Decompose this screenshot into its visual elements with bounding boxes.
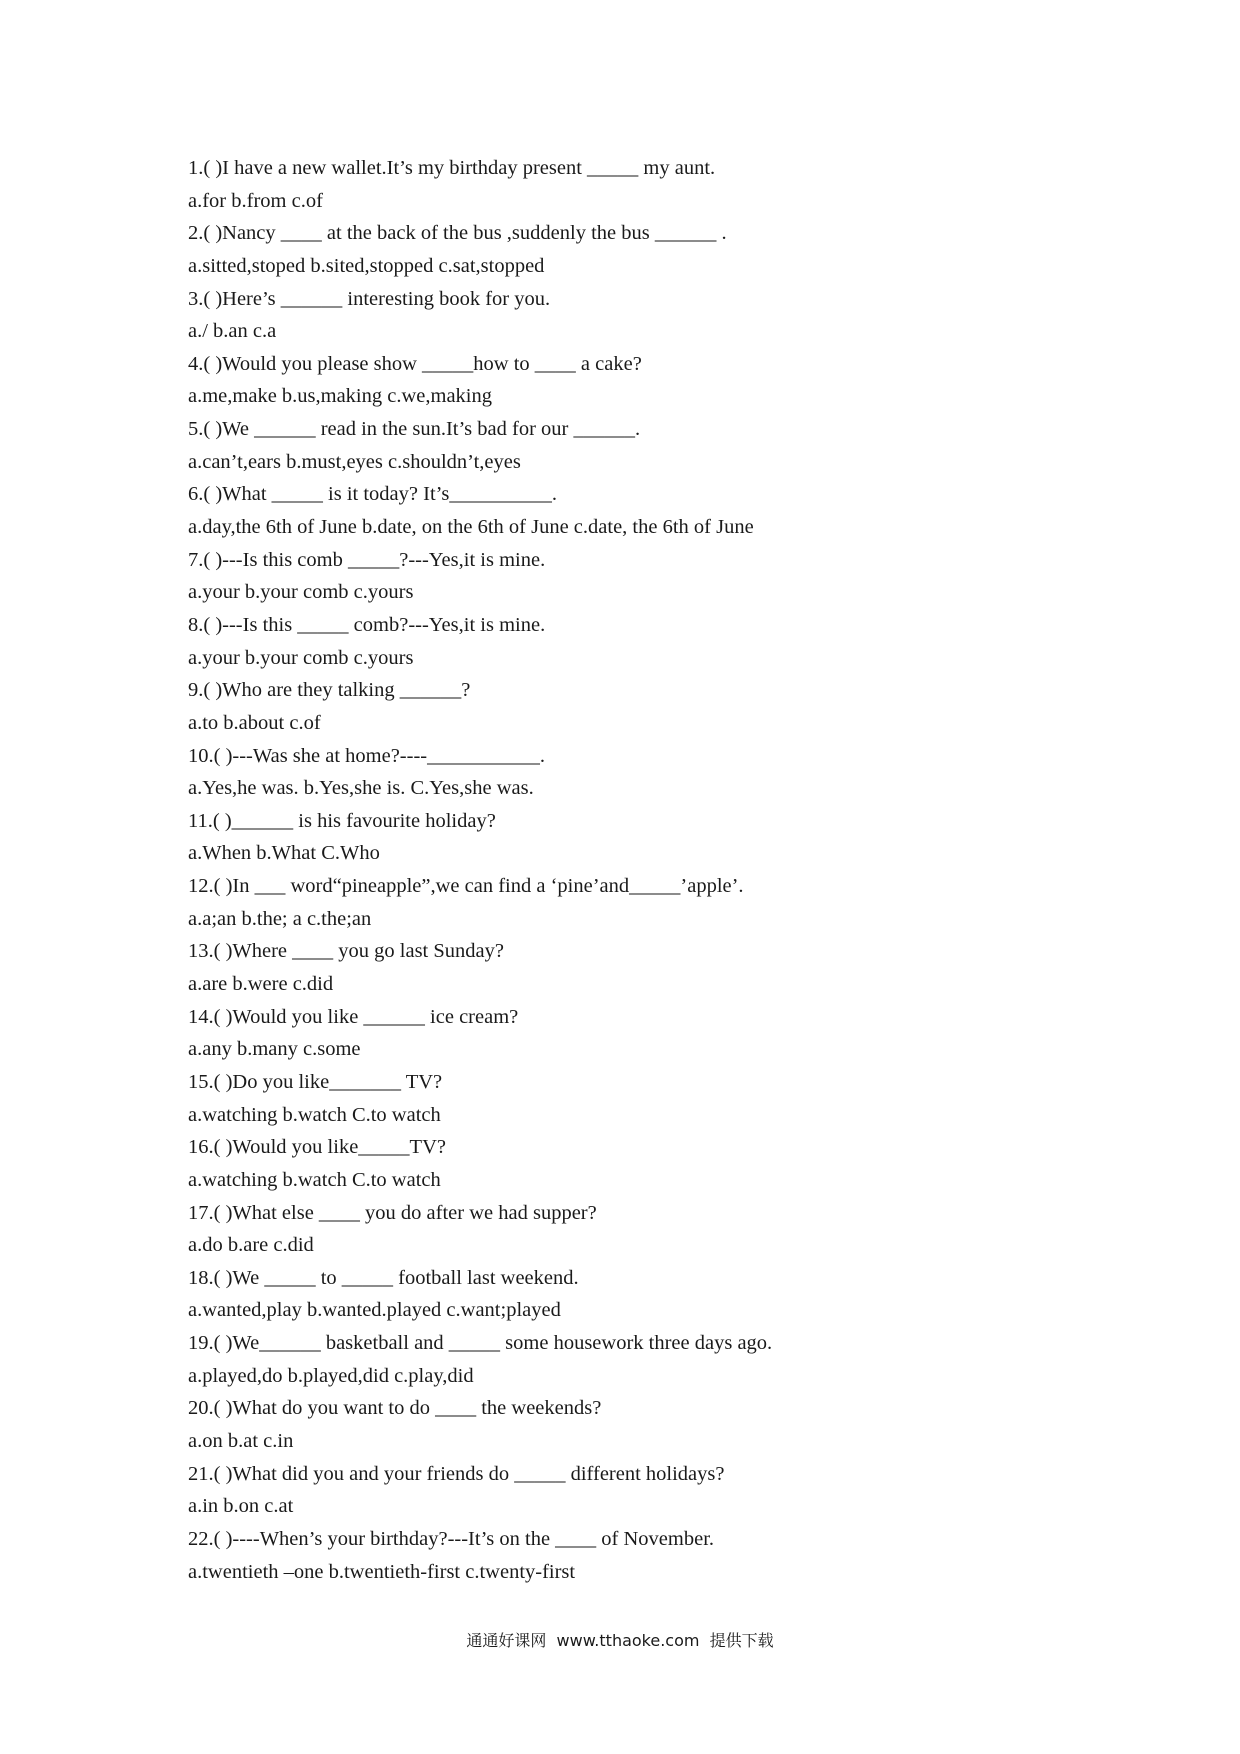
question-item <box>188 283 1148 348</box>
question-item <box>188 1392 1148 1457</box>
question-item <box>188 935 1148 1000</box>
question-options: a.to b.about c.of <box>188 711 321 734</box>
question-stem: 5.( )We ______ read in the sun.It’s bad for our ______. <box>188 418 641 441</box>
question-stem: 14.( )Would you like ______ ice cream? <box>188 1005 519 1028</box>
question-item <box>188 217 1148 282</box>
question-stem: 20.( )What do you want to do ____ the weekends? <box>188 1397 602 1420</box>
question-stem: 15.( )Do you like_______ TV? <box>188 1070 443 1093</box>
question-stem: 21.( )What did you and your friends do _____ different holidays? <box>188 1462 725 1485</box>
question-options: a.day,the 6th of June b.date, on the 6th of June c.date, the 6th of June <box>188 516 754 539</box>
question-item <box>188 348 1148 413</box>
question-item <box>188 674 1148 739</box>
question-stem: 10.( )---Was she at home?----___________. <box>188 744 545 767</box>
question-stem: 7.( )---Is this comb _____?---Yes,it is mine. <box>188 548 546 571</box>
question-options: a.sitted,stoped b.sited,stopped c.sat,stopped <box>188 254 545 277</box>
question-options: a.any b.many c.some <box>188 1038 361 1061</box>
question-item <box>188 1131 1148 1196</box>
question-stem: 12.( )In ___ word“pineapple”,we can find a ‘pine’and_____’apple’. <box>188 875 744 898</box>
question-stem: 13.( )Where ____ you go last Sunday? <box>188 940 504 963</box>
question-options: a.for b.from c.of <box>188 189 323 212</box>
question-item <box>188 1066 1148 1131</box>
question-options: a.twentieth –one b.twentieth-first c.twenty-first <box>188 1560 576 1583</box>
question-options: a.me,make b.us,making c.we,making <box>188 385 492 408</box>
question-stem: 3.( )Here’s ______ interesting book for you. <box>188 287 551 310</box>
question-options: a./ b.an c.a <box>188 320 277 343</box>
question-item <box>188 870 1148 935</box>
question-stem: 16.( )Would you like_____TV? <box>188 1136 446 1159</box>
question-item <box>188 413 1148 478</box>
question-list <box>188 152 1148 1588</box>
question-item <box>188 544 1148 609</box>
page-footer: 通通好课网 www.tthaoke.com 提供下载 <box>466 1631 774 1650</box>
question-stem: 2.( )Nancy ____ at the back of the bus ,suddenly the bus ______ . <box>188 222 727 245</box>
question-stem: 22.( )----When’s your birthday?---It’s on the ____ of November. <box>188 1527 715 1550</box>
question-stem: 19.( )We______ basketball and _____ some housework three days ago. <box>188 1332 773 1355</box>
question-options: a.wanted,play b.wanted.played c.want;played <box>188 1299 561 1322</box>
question-item <box>188 740 1148 805</box>
question-options: a.do b.are c.did <box>188 1234 314 1257</box>
question-item <box>188 609 1148 674</box>
question-stem: 11.( )______ is his favourite holiday? <box>188 809 496 832</box>
question-stem: 9.( )Who are they talking ______? <box>188 679 471 702</box>
question-item <box>188 152 1148 217</box>
question-options: a.on b.at c.in <box>188 1429 294 1452</box>
question-options: a.can’t,ears b.must,eyes c.shouldn’t,eyes <box>188 450 521 473</box>
question-item <box>188 1001 1148 1066</box>
question-stem: 4.( )Would you please show _____how to ____ a cake? <box>188 352 642 375</box>
question-options: a.are b.were c.did <box>188 973 334 996</box>
question-item <box>188 1197 1148 1262</box>
question-stem: 6.( )What _____ is it today? It’s__________. <box>188 483 557 506</box>
question-item <box>188 1262 1148 1327</box>
question-stem: 17.( )What else ____ you do after we had supper? <box>188 1201 597 1224</box>
question-item <box>188 1327 1148 1392</box>
question-options: a.played,do b.played,did c.play,did <box>188 1364 474 1387</box>
question-options: a.your b.your comb c.yours <box>188 581 414 604</box>
question-options: a.in b.on c.at <box>188 1495 294 1518</box>
question-stem: 8.( )---Is this _____ comb?---Yes,it is mine. <box>188 613 546 636</box>
question-item <box>188 805 1148 870</box>
question-options: a.your b.your comb c.yours <box>188 646 414 669</box>
question-stem: 18.( )We _____ to _____ football last weekend. <box>188 1266 579 1289</box>
question-options: a.a;an b.the; a c.the;an <box>188 907 372 930</box>
question-item <box>188 478 1148 543</box>
question-item <box>188 1523 1148 1588</box>
question-options: a.When b.What C.Who <box>188 842 380 865</box>
question-item <box>188 1458 1148 1523</box>
question-stem: 1.( )I have a new wallet.It’s my birthday present _____ my aunt. <box>188 157 716 179</box>
question-options: a.watching b.watch C.to watch <box>188 1168 441 1191</box>
question-options: a.Yes,he was. b.Yes,she is. C.Yes,she was. <box>188 777 534 800</box>
question-options: a.watching b.watch C.to watch <box>188 1103 441 1126</box>
